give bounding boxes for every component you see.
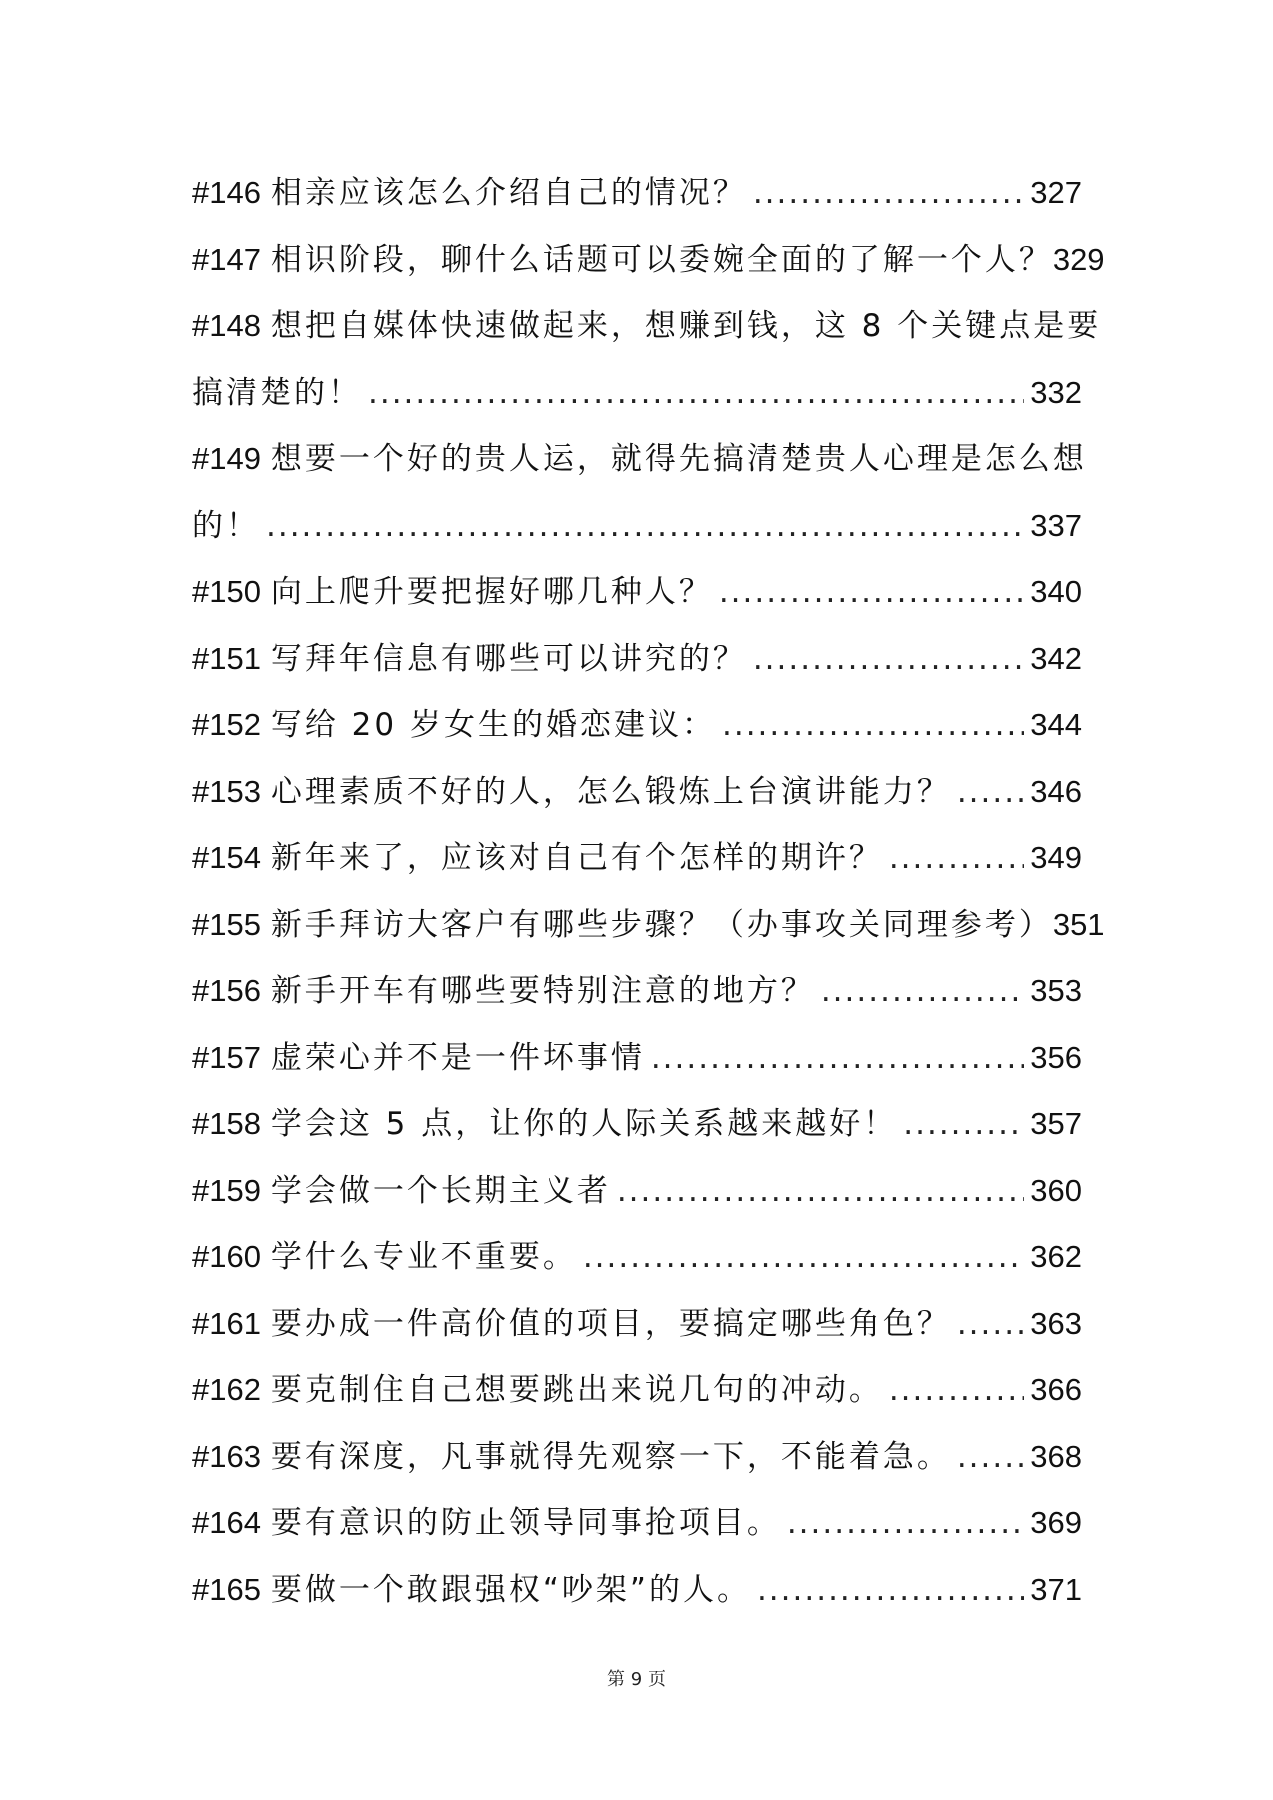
entry-page: 332 [1030,374,1082,410]
entry-number: #146 [192,175,261,210]
entry-title: 学会做一个长期主义者 [270,1172,611,1209]
entry-title: 学什么专业不重要。 [270,1239,577,1275]
entry-page: 371 [1030,1571,1082,1607]
leader-dots [266,493,1024,560]
entry-number: #159 [192,1172,261,1208]
entry-title: 心理素质不好的人，怎么锻炼上台演讲能力？ [270,773,951,810]
entry-number: #147 [192,241,261,277]
entry-title: 要有意识的防止领导同事抢项目。 [270,1505,781,1541]
entry-title: 要有深度，凡事就得先观察一下，不能着急。 [270,1438,951,1475]
entry-number: #152 [192,707,261,742]
toc-entry[interactable] [192,1357,1082,1424]
toc-entry[interactable] [192,559,1082,626]
entry-number: #148 [192,308,261,343]
entry-title: 虚荣心并不是一件坏事情 [270,1039,645,1076]
entry-number: #161 [192,1305,261,1341]
entry-title: 要克制住自己想要跳出来说几句的冲动。 [270,1372,883,1408]
entry-title: 向上爬升要把握好哪几种人？ [270,574,713,610]
entry-number: #157 [192,1039,261,1075]
page-number-footer: 第 9 页 [607,1669,666,1690]
entry-number: #155 [192,906,261,942]
entry-title-continued: 搞清楚的！ [192,374,362,411]
entry-page: 342 [1030,640,1082,676]
entry-number: #164 [192,1505,261,1540]
entry-page: 356 [1030,1039,1082,1075]
entry-number: #165 [192,1571,261,1607]
leader-dots [821,958,1024,1025]
entry-title: 相亲应该怎么介绍自己的情况？ [270,175,747,211]
entry-page: 351 [1052,906,1105,942]
leader-dots [368,360,1024,427]
entry-title-continued: 的！ [192,507,260,544]
leader-dots [719,559,1024,626]
entry-title: 写拜年信息有哪些可以讲究的？ [270,640,747,677]
toc-entry[interactable] [192,825,1082,892]
entry-title: 新年来了，应该对自己有个怎样的期许？ [270,840,883,876]
toc-entry[interactable] [192,892,1105,959]
entry-number: #162 [192,1372,261,1407]
entry-page: 360 [1030,1172,1082,1208]
entry-page: 337 [1030,507,1082,543]
toc-entry[interactable] [192,626,1082,693]
entry-title: 想把自媒体快速做起来，想赚到钱，这 8 个关键点是要 [270,308,1102,344]
leader-dots [583,1224,1024,1291]
toc-entry[interactable] [192,426,1087,493]
leader-dots [957,759,1030,826]
toc-entry[interactable] [192,759,1082,826]
entry-page: 357 [1030,1106,1082,1141]
entry-page: 363 [1030,1305,1082,1341]
entry-title: 新手拜访大客户有哪些步骤？（办事攻关同理参考） [270,906,1053,943]
leader-dots [757,1557,1024,1624]
leader-dots [889,1357,1024,1424]
toc-entry[interactable] [192,1490,1082,1557]
entry-number: #150 [192,574,261,609]
leader-dots [957,1424,1030,1491]
entry-page: 327 [1030,175,1082,210]
entry-page: 344 [1030,707,1082,742]
leader-dots [903,1091,1024,1158]
entry-number: #158 [192,1106,261,1141]
toc-entry-continuation[interactable] [192,360,1082,427]
entry-title: 想要一个好的贵人运，就得先搞清楚贵人心理是怎么想 [270,441,1087,477]
entry-page: 369 [1030,1505,1082,1540]
toc-entry[interactable] [192,1224,1082,1291]
toc-entry[interactable] [192,1025,1082,1092]
entry-page: 362 [1030,1239,1082,1274]
entry-page: 349 [1030,840,1082,875]
table-of-contents [192,160,1105,1623]
entry-title: 学会这 5 点，让你的人际关系越来越好！ [270,1106,898,1142]
toc-entry[interactable] [192,958,1082,1025]
entry-number: #163 [192,1438,261,1474]
entry-title: 要办成一件高价值的项目，要搞定哪些角色？ [270,1305,951,1342]
entry-page: 366 [1030,1372,1082,1407]
toc-entry[interactable] [192,160,1082,227]
entry-title: 新手开车有哪些要特别注意的地方？ [270,973,815,1009]
toc-entry[interactable] [192,1557,1082,1624]
entry-page: 329 [1052,241,1105,277]
entry-number: #156 [192,973,261,1008]
toc-entry[interactable] [192,1424,1082,1491]
toc-entry-continuation[interactable] [192,493,1082,560]
entry-page: 368 [1030,1438,1082,1474]
leader-dots [753,626,1024,693]
entry-title: 写给 20 岁女生的婚恋建议： [270,707,716,743]
toc-entry[interactable] [192,293,1102,360]
entry-number: #160 [192,1239,261,1274]
entry-number: #149 [192,441,261,476]
entry-number: #153 [192,773,261,809]
leader-dots [617,1158,1024,1225]
leader-dots [787,1490,1024,1557]
entry-page: 346 [1030,773,1082,809]
toc-entry[interactable] [192,227,1105,294]
entry-page: 353 [1030,973,1082,1008]
leader-dots [753,160,1024,227]
toc-entry[interactable] [192,1291,1082,1358]
toc-entry[interactable] [192,1091,1082,1158]
entry-page: 340 [1030,574,1082,609]
toc-entry[interactable] [192,692,1082,759]
entry-title: 要做一个敢跟强权“吵架”的人。 [270,1571,751,1608]
entry-number: #151 [192,640,261,676]
entry-title: 相识阶段，聊什么话题可以委婉全面的了解一个人？ [270,241,1053,278]
leader-dots [722,692,1024,759]
leader-dots [957,1291,1030,1358]
leader-dots [651,1025,1024,1092]
leader-dots [889,825,1024,892]
toc-entry[interactable] [192,1158,1082,1225]
entry-number: #154 [192,840,261,875]
